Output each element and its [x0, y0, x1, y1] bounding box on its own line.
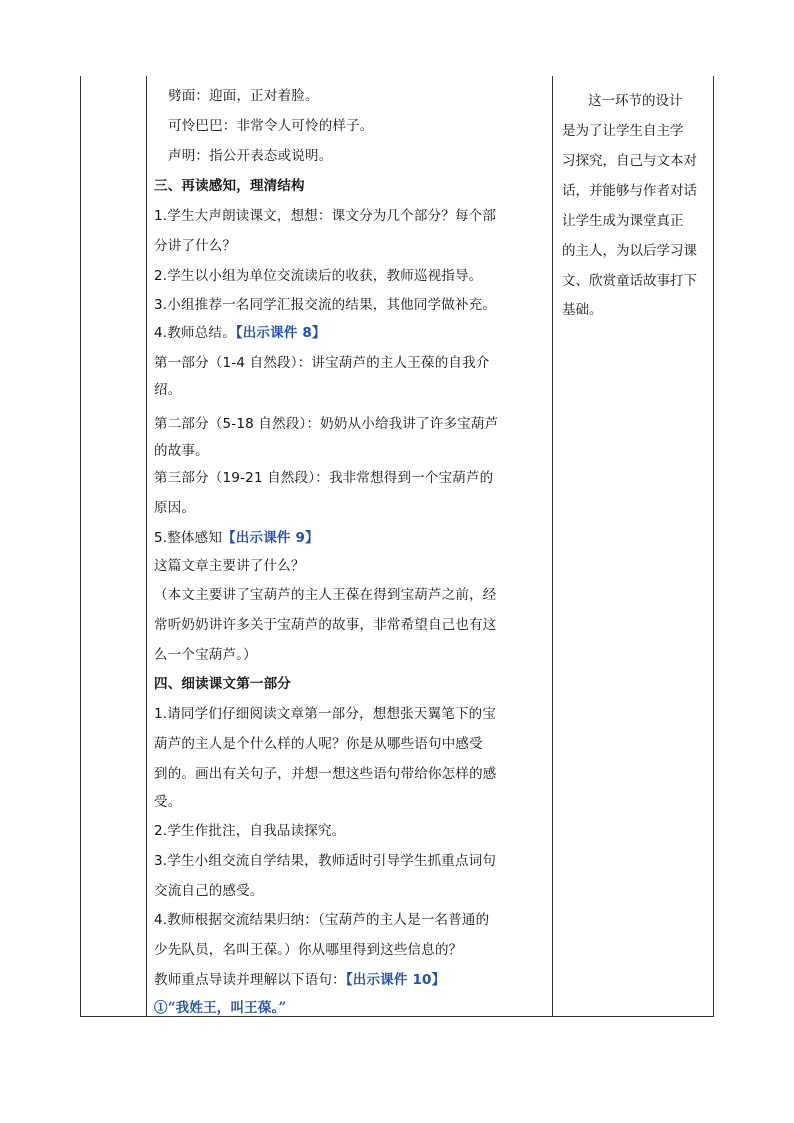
- text-line: 的故事。: [154, 443, 209, 459]
- text-line: 3.小组推荐一名同学汇报交流的结果，其他同学做补充。: [154, 297, 497, 313]
- note-line: 习探究，自己与文本对: [562, 153, 697, 169]
- text-line: 分讲了什么？: [154, 238, 237, 254]
- vocab-line: 声明：指公开表态或说明。: [168, 148, 333, 164]
- section-heading: 四、细读课文第一部分: [154, 676, 291, 692]
- text-line: 5.整体感知【出示课件 9】: [154, 530, 319, 546]
- text-line: 1.学生大声朗读课文，想想：课文分为几个部分？每个部: [154, 208, 497, 224]
- text-line: 第一部分（1-4 自然段）：讲宝葫芦的主人王葆的自我介: [154, 355, 490, 371]
- text-line: 这篇文章主要讲了什么？: [154, 558, 305, 574]
- quote-line: ①“我姓王，叫王葆。”: [154, 1000, 287, 1016]
- text-line: （本文主要讲了宝葫芦的主人王葆在得到宝葫芦之前，经: [154, 587, 497, 603]
- text-line: 3.学生小组交流自学结果，教师适时引导学生抓重点词句: [154, 853, 497, 869]
- note-line: 话，并能够与作者对话: [562, 183, 697, 199]
- text-line: 2.学生以小组为单位交流读后的收获，教师巡视指导。: [154, 268, 483, 284]
- text-line: 么一个宝葫芦。）: [154, 647, 257, 663]
- text-line: 第二部分（5-18 自然段）：奶奶从小给我讲了许多宝葫芦: [154, 416, 499, 432]
- text-line: 绍。: [154, 382, 182, 398]
- text-line: 葫芦的主人是个什么样的人呢？你是从哪些语句中感受: [154, 736, 483, 752]
- column-divider-1: [146, 76, 147, 1017]
- text-line: 教师重点导读并理解以下语句：【出示课件 10】: [154, 972, 446, 988]
- text-line: 1.请同学们仔细阅读文章第一部分，想想张天翼笔下的宝: [154, 706, 497, 722]
- text-line: 4.教师总结。【出示课件 8】: [154, 325, 326, 341]
- note-line: 这一环节的设计: [588, 93, 683, 109]
- courseware-tag: 【出示课件 9】: [222, 530, 319, 546]
- text-line: 少先队员，名叫王葆。）你从哪里得到这些信息的？: [154, 942, 463, 958]
- note-line: 文、欣赏童话故事打下: [562, 273, 697, 289]
- table-border-right: [713, 76, 714, 1017]
- text-line: 到的。画出有关句子，并想一想这些语句带给你怎样的感: [154, 766, 497, 782]
- text-line: 原因。: [154, 500, 196, 516]
- note-line: 是为了让学生自主学: [562, 123, 684, 139]
- table-border-left: [80, 76, 81, 1017]
- note-line: 让学生成为课堂真正: [562, 213, 684, 229]
- text-line: 第三部分（19-21 自然段）：我非常想得到一个宝葫芦的: [154, 470, 494, 486]
- courseware-tag: 【出示课件 8】: [235, 325, 326, 341]
- text-line: 4.教师根据交流结果归纳：（宝葫芦的主人是一名普通的: [154, 912, 490, 928]
- vocab-line: 可怜巴巴：非常令人可怜的样子。: [168, 118, 374, 134]
- text-line: 受。: [154, 794, 182, 810]
- text-line: 常听奶奶讲许多关于宝葫芦的故事，非常希望自己也有这: [154, 617, 497, 633]
- note-line: 的主人，为以后学习课: [562, 243, 697, 259]
- column-divider-2: [552, 76, 553, 1017]
- courseware-tag: 【出示课件 10】: [345, 972, 446, 988]
- vocab-line: 劈面：迎面，正对着脸。: [168, 88, 319, 104]
- section-heading: 三、再读感知，理清结构: [154, 178, 305, 194]
- note-line: 基础。: [562, 302, 603, 318]
- text-line: 2.学生作批注，自我品读探究。: [154, 823, 346, 839]
- text-line: 交流自己的感受。: [154, 883, 264, 899]
- lesson-plan-table: [80, 76, 714, 1017]
